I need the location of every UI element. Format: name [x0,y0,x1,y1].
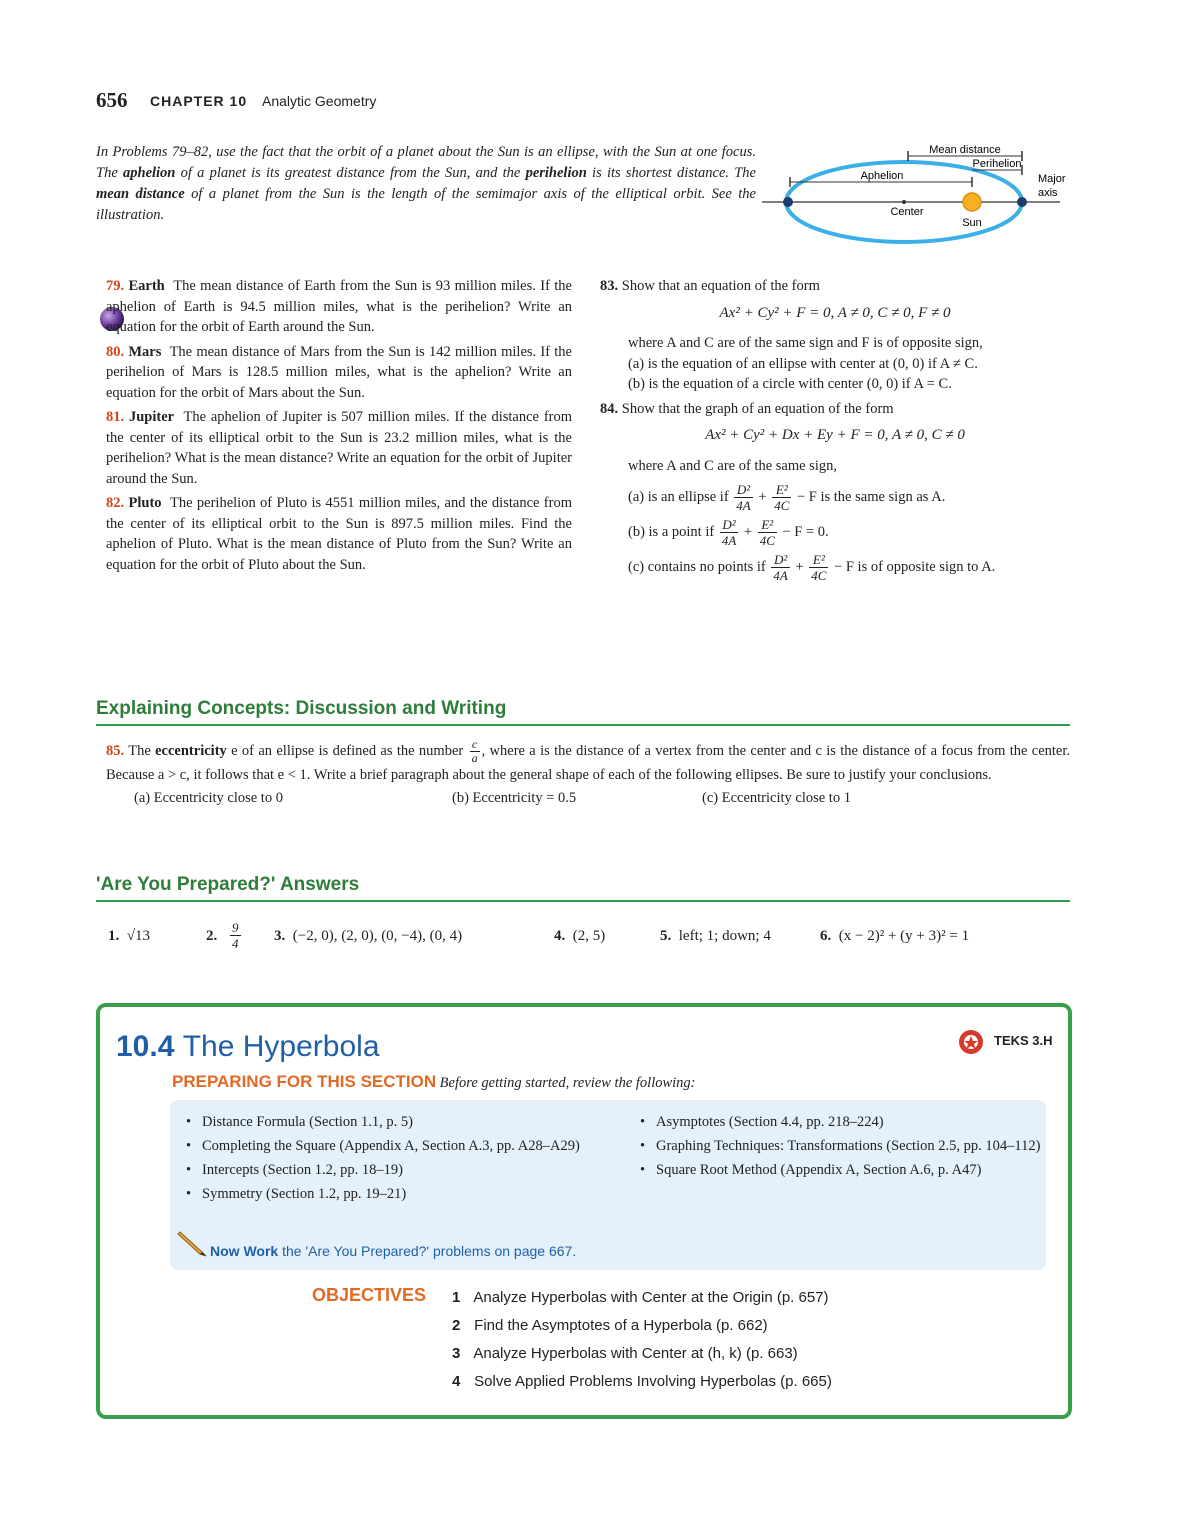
objective-item: 4 Solve Applied Problems Involving Hyperbolas (p. 665) [452,1373,832,1390]
label-axis: axis [1038,187,1058,199]
now-work-line: Now Work the 'Are You Prepared?' problems on page 667. [210,1243,577,1259]
label-sun: Sun [962,217,982,229]
explaining-rule [96,724,1070,726]
objective-item: 3 Analyze Hyperbolas with Center at (h, k) (p. 663) [452,1345,798,1362]
label-center: Center [890,206,924,218]
planet-left [783,197,793,207]
preparing-line: PREPARING FOR THIS SECTION Before getting started, review the following: [172,1072,696,1091]
center-dot [902,200,906,204]
answers-row: 1. √13 2. $\frac{9}{4}$ 3. (−2, 0), (2, 0), (0, −4), (0, 4) 4. (2, 5) 5. left; 1; down; 4 6. (x − 2)² + (y + 3)² = 1 [108,920,970,951]
explaining-title: Explaining Concepts: Discussion and Writing [96,698,507,719]
teks-label: TEKS 3.H [994,1033,1053,1048]
prep-list-left [180,1112,600,1208]
sun-icon [963,193,981,211]
problem-83: 83. Show that an equation of the form Ax² + Cy² + F = 0, A ≠ 0, C ≠ 0, F ≠ 0 where A and C are of the same sign and F is of opposite sign, (a) is the equation of an ellipse with center at (0, 0) if A ≠ C. (b) is the equation of a circle with center (0, 0) if A = C. [600,276,1070,395]
prep-item: • Intercepts (Section 1.2, pp. 18–19) [180,1160,600,1181]
problems-left-column [106,276,572,575]
problem-82: 82. Pluto The perihelion of Pluto is 4551 million miles, and the distance from the center of its elliptical orbit to the Sun is 897.5 million miles. Find the aphelion of Pluto. What is the mean distance of Pluto from the Sun? Write an equation for the orbit of Pluto about the Sun. [106,495,572,573]
equation-83: Ax² + Cy² + F = 0, A ≠ 0, C ≠ 0, F ≠ 0 [719,304,951,321]
objectives-label: OBJECTIVES [312,1285,427,1305]
chapter-subject: Analytic Geometry [262,93,377,109]
orbit-diagram [760,140,1080,250]
objectives-list [452,1284,832,1396]
objective-item: 1 Analyze Hyperbolas with Center at the Origin (p. 657) [452,1289,829,1306]
equation-84: Ax² + Cy² + Dx + Ey + F = 0, A ≠ 0, C ≠ 0 [705,427,965,443]
page-number: 656 [96,88,128,112]
objective-item: 2 Find the Asymptotes of a Hyperbola (p. 662) [452,1317,768,1334]
label-major: Major [1038,173,1066,185]
planet-right [1017,197,1027,207]
prep-item: • Graphing Techniques: Transformations (Section 2.5, pp. 104–112) [634,1136,1044,1157]
prep-item: • Symmetry (Section 1.2, pp. 19–21) [180,1184,600,1205]
prep-item: • Completing the Square (Appendix A, Section A.3, pp. A28–A29) [180,1136,600,1157]
prep-item: • Asymptotes (Section 4.4, pp. 218–224) [634,1112,1044,1133]
prep-item: • Square Root Method (Appendix A, Section A.6, p. A47) [634,1160,1044,1181]
problem-80: 80. Mars The mean distance of Mars from the Sun is 142 million miles. If the perihelion of Mars is 128.5 million miles, what is the aphelion? Write an equation for the orbit of Mars about the Sun. [106,343,572,401]
prep-list-right [634,1112,1044,1184]
prep-item: • Distance Formula (Section 1.1, p. 5) [180,1112,600,1133]
problem-84: 84. Show that the graph of an equation of the form Ax² + Cy² + Dx + Ey + F = 0, A ≠ 0, C ≠ 0 where A and C are of the same sign, (a) is an ellipse if $\frac{\text{D²}}{4A}$ + $\frac{\text{E²}}{4C}$ − F is the same sign as A. (b) is a point if $\frac{\text{D²}}{4A}$ + $\frac{\text{E²}}{4C}$ − F = 0. (c) contains no points if $\frac{\text{D²}}{4A}$ + $\frac{\text{E²}}{4C}$ − F is of opposite sign to A. [600,399,1070,584]
pencil-icon [176,1228,210,1258]
problem-79: 79. Earth The mean distance of Earth from the Sun is 93 million miles. If the aphelion of Earth is 94.5 million miles, what is the perihelion? Write an equation for the orbit of Earth around the Sun. [106,278,572,335]
answers-title: 'Are You Prepared?' Answers [96,874,360,895]
label-perihelion: Perihelion [972,158,1022,170]
problem-81: 81. Jupiter The aphelion of Jupiter is 507 million miles. If the distance from the center of its elliptical orbit to the Sun is 23.2 million miles, what is the perihelion? What is the mean distance? Write an equation for the orbit of Jupiter around the Sun. [106,409,572,487]
section-heading: 10.4 The Hyperbola [116,1030,380,1063]
problem-85: 85. The eccentricity e of an ellipse is defined as the number $\frac{c}{a}$ , where a is the distance of a vertex from the center and c is the distance of a focus from the center. Because a > c, it follows that e < 1. Write a brief paragraph about the general shape of each of the following ellipses. Be sure to justify your conclusions. (a) Eccentricity close to 0 (b) Eccentricity = 0.5 (c) Eccentricity close to 1 [106,737,1070,806]
chapter-label: CHAPTER 10 [150,93,248,109]
teks-badge-icon [957,1028,985,1056]
label-mean-distance: Mean distance [929,144,1001,156]
problems-right-column [600,276,1070,583]
intro-paragraph: In Problems 79–82, use the fact that the orbit of a planet about the Sun is an ellipse, with the Sun at one focus. The aphelion of a planet is its greatest distance from the Sun, and the perihelion is its shortest distance. The mean distance of a planet from the Sun is the length of the semimajor axis of the elliptical orbit. See the illustration. [96,144,756,223]
label-aphelion: Aphelion [860,170,904,182]
answers-rule [96,900,1070,902]
